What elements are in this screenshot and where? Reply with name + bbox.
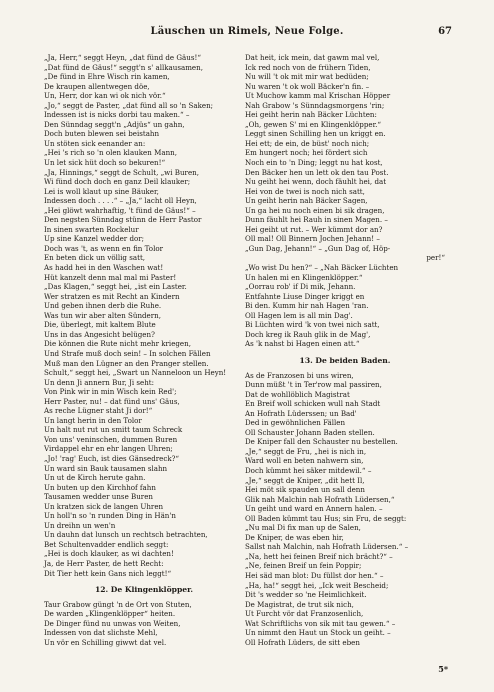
text-line: Die können die Rute nicht mehr kriegen, bbox=[44, 339, 191, 349]
text-line: Dit Tier hett kein Gans nich leggt!“ bbox=[44, 568, 172, 578]
text-line: En beten dick un völlig satt, bbox=[44, 253, 146, 263]
text-line: Dit 's wedder so 'ne Heimlichkeit. bbox=[245, 590, 367, 600]
text-line: Dunn fäuhlt hei Rauh in sinen Magen. – bbox=[245, 215, 388, 225]
text-line: Un vör en Schilling giwwt dat vel. bbox=[44, 637, 167, 647]
text-line: Oll Schauster Johann Baden stellen. bbox=[245, 427, 375, 437]
text-line: Un nimmt den Haut un Stock un geiht. – bbox=[245, 628, 391, 638]
text-line: Indessen doch . . . .“ – „Ja,“ lacht oll Heyn, bbox=[44, 196, 197, 206]
text-line: „Dat fünd de Gäus!“ seggt'n s' allkausamen, bbox=[44, 62, 203, 72]
section-heading-13: 13. De beiden Baden. bbox=[299, 355, 391, 365]
text-line: Un stöten sick eenander an: bbox=[44, 138, 146, 148]
text-line: „Wo wist Du hen?“ – „Nah Bäcker Lüchten bbox=[245, 263, 399, 273]
text-line: Hei möt sik spauden un sall denn bbox=[245, 485, 365, 495]
text-line: Un langt herin in den Tolor bbox=[44, 415, 142, 425]
text-line: Un let sick hüt doch so bekuren!“ bbox=[44, 158, 166, 168]
text-line: De warden „Klingenklöpper“ heiten. bbox=[44, 609, 176, 619]
section-heading-12: 12. De Klingenklöpper. bbox=[94, 585, 194, 595]
text-line: Was tun wir aber alten Sündern, bbox=[44, 310, 161, 320]
text-line: Ut Furcht vör dat Franzosenlich, bbox=[245, 609, 364, 619]
text-line: De Magistrat, de trut sik nich, bbox=[245, 599, 354, 609]
text-line: Herr Paster, nu! – dat fünd uns' Gäus, bbox=[44, 396, 180, 406]
text-line: De kraupen allentwegen döe, bbox=[44, 81, 150, 91]
text-line: „Das Klagen,“ seggt hei, „ist ein Laster. bbox=[44, 282, 187, 292]
text-line: Un dauhn dat lunsch un rechtsch betrachten, bbox=[44, 530, 208, 540]
text-line: Nu will 't ok mit mir wat bedüden; bbox=[245, 72, 369, 82]
text-line: Ward woll en beten nahwern sin, bbox=[245, 456, 364, 466]
text-line: De Kniper fall den Schauster nu bestellen. bbox=[245, 437, 398, 447]
text-line: Dat de wohllöblich Magistrat bbox=[245, 389, 350, 399]
text-line: Nu geiht hei wenn, doch fäuhlt hei, dat bbox=[245, 177, 387, 187]
left-column bbox=[44, 53, 244, 647]
text-line: Lei is woll klaut up sine Bäuker, bbox=[44, 186, 159, 196]
text-line: Hei ett; de ein, de büst' noch nich; bbox=[245, 138, 370, 148]
text-line: „Hei glöwt wahrhaftig, 't fünd de Gäus!“ – bbox=[44, 205, 196, 215]
column-divider bbox=[242, 53, 243, 653]
text-line: „Hei 's rich so 'n olen klauken Mann, bbox=[44, 148, 177, 158]
text-line: Den Sünndag seggt'n „Adjüs“ un gahn, bbox=[44, 119, 185, 129]
text-line: Doch kümmt hei säker mitdewil.“ – bbox=[245, 465, 372, 475]
text-line: „Ha, ha!“ seggt hei, „Ick weit Bescheid; bbox=[245, 580, 389, 590]
text-line: „Oorrau rob' if Di mik, Jehann. bbox=[245, 282, 356, 292]
text-line: „Je,“ seggt de Fru, „hei is nich in, bbox=[245, 446, 367, 456]
text-line: „Ne, feinen Breif un fein Poppir; bbox=[245, 561, 362, 571]
text-line: Ick red noch von de frühern Tiden, bbox=[245, 62, 371, 72]
text-line: „Na, hett hei feinen Breif nich brächt?“ – bbox=[245, 551, 393, 561]
text-line: „Ja, Hinnings,“ seggt de Schult, „wi Buren, bbox=[44, 167, 199, 177]
text-line: Un dreihn un wen'n bbox=[44, 520, 116, 530]
text-line: Un geiht und ward en Annern halen. – bbox=[245, 504, 383, 514]
text-line: Oll Baden kümmt tau Hus; sin Fru, de seggt: bbox=[245, 513, 407, 523]
text-line: „Je,“ seggt de Kniper, „dit hett Il, bbox=[245, 475, 365, 485]
text-line: Oll mal! Oll Binnern Jochen Jehann! – bbox=[245, 234, 380, 244]
text-line: Von uns' veninschen, dummen Buren bbox=[44, 434, 178, 444]
text-line: Oll Hofrath Lüders, de sitt eben bbox=[245, 637, 360, 647]
text-line: Indessen von dat slichste Mehl, bbox=[44, 628, 158, 638]
text-line: Wat Schriftlichs von sik mit tau gewen.“ – bbox=[245, 618, 396, 628]
text-line: Un, Herr, dor kan wi ok nich vör.“ bbox=[44, 91, 166, 101]
text-line: Nu waren 't ok woll Bäcker'n fin. – bbox=[245, 81, 370, 91]
text-line: Virdappel ehr en ehr langen Uhren; bbox=[44, 444, 173, 454]
text-line: Nah Grabow 's Sünndagsmorgens 'rin; bbox=[245, 100, 385, 110]
text-line: Entfahnte Liuse Dinger kriggt en bbox=[245, 291, 365, 301]
text-line: Un ga hei nu noch einen bi sik dragen, bbox=[245, 205, 385, 215]
text-line: Em hungert noch; hei fördert sich bbox=[245, 148, 368, 158]
text-line: Muß man den Lügner an den Pranger stellen. bbox=[44, 358, 209, 368]
text-line: Den negsten Sünndag stünn de Herr Pastor bbox=[44, 215, 202, 225]
text-line: Noch ein to 'n Ding; leggt nu hat kost, bbox=[245, 158, 383, 168]
text-line: Glik nah Malchin nah Hofrath Lüdersen,“ bbox=[245, 494, 395, 504]
text-line: Uns in das Angesicht belügen? bbox=[44, 329, 155, 339]
text-line: Un kratzen sick de langen Uhren bbox=[44, 501, 164, 511]
text-line: Tausamen wedder unse Buren bbox=[44, 492, 153, 502]
text-line: Bi Lüchten wird 'k von twei nich satt, bbox=[245, 320, 380, 330]
text-line: Doch buten blewen sei beistahn bbox=[44, 129, 160, 139]
text-line: Wi fünd doch doch en ganz Deil klauker; bbox=[44, 177, 191, 187]
text-line: Ut Muchow kamm mal Krischan Höpper bbox=[245, 91, 391, 101]
text-line: Die, überlegt, mit kaltem Blute bbox=[44, 320, 156, 330]
text-line: As 'k nahst bi Hagen einen att.“ bbox=[245, 339, 360, 349]
text-line: Sallst nah Malchin, nah Hofrath Lüdersen.“ – bbox=[245, 542, 409, 552]
text-line: „De fünd in Ehre Wisch rin kamen, bbox=[44, 72, 170, 82]
text-line: Un denn Ji annern Bur, Ji seht: bbox=[44, 377, 154, 387]
text-line: Un holl'n so 'n runden Ding in Hän'n bbox=[44, 511, 176, 521]
text-line: „Jo,“ seggt de Paster, „dat fünd all so 'n Saken; bbox=[44, 100, 214, 110]
text-line: Un ward sin Bauk tausamen slahn bbox=[44, 463, 168, 473]
text-line: Hei von de twei is noch nich satt, bbox=[245, 186, 365, 196]
right-column-text-after-heading bbox=[245, 371, 445, 648]
text-line: Up sine Kanzel wedder dor; bbox=[44, 234, 145, 244]
text-line: Hüt kanzelt denn mal mal mi Paster! bbox=[44, 272, 177, 282]
text-line: Ja, de Herr Paster, de hett Recht: bbox=[44, 558, 164, 568]
text-line: Bi den. Kumm hir nah Hagen 'ran. bbox=[245, 301, 369, 311]
text-line: „Nu mal Di fix man up de Salen, bbox=[245, 523, 361, 533]
text-line: Dat heit, ick mein, dat gawm mal vel, bbox=[245, 53, 380, 62]
text-line: De Dinger fünd nu unwas von Weiten, bbox=[44, 618, 181, 628]
text-line: Bet Schultenvadder endlich seggt: bbox=[44, 539, 169, 549]
text-line: „Gun Dag, Jehann!“ – „Gun Dag of, Höp- bbox=[245, 243, 391, 253]
text-line: Und geben ihnen derb die Ruhe. bbox=[44, 301, 162, 311]
text-line: Un geiht herin nah Bäcker Sagen, bbox=[245, 196, 368, 206]
text-line: Hei geiht herin nah Bäcker Lüchten: bbox=[245, 110, 377, 120]
right-column-text bbox=[245, 53, 445, 349]
text-line: Un buten up den Kirchhof fahn bbox=[44, 482, 156, 492]
text-line: Hei säd man blot: Du füllst dor hen.“ – bbox=[245, 570, 384, 580]
text-line: „Ja, Herr,“ seggt Heyn, „dat fünd de Gäus!“ bbox=[44, 53, 201, 62]
text-line: Leggt sinen Schilling hen un kriggt en. bbox=[245, 129, 386, 139]
left-column-text-after-heading bbox=[44, 600, 244, 648]
text-line: Hei geiht ut rut. – Wer kümmt dor an? bbox=[245, 224, 383, 234]
text-line: Un halt nut rut un smitt taum Schreck bbox=[44, 425, 183, 435]
text-line: In sinen swarten Rockelur bbox=[44, 224, 139, 234]
text-line: Doch was 't, as wenn en fin Tolor bbox=[44, 243, 164, 253]
text-line: „Oh, gewen S' mi en Klingenklöpper.“ bbox=[245, 119, 382, 129]
text-line: As reche Lügner staht Ji dor!“ bbox=[44, 406, 153, 416]
right-column bbox=[245, 53, 445, 647]
text-line: Schult,“ seggt hei, „Swart un Nanneloon un Heyn! bbox=[44, 368, 227, 378]
text-line: „Hei is doch klauker, as wi dachten! bbox=[44, 549, 174, 559]
text-line: per!“ bbox=[426, 253, 445, 263]
page-number: 67 bbox=[438, 26, 452, 37]
text-line: Doch kreg ik Rauh glik in de Mag', bbox=[245, 329, 371, 339]
text-line: De Kniper, de was eben hir, bbox=[245, 532, 344, 542]
text-line: An Hofrath Lüderssen; un Bad' bbox=[245, 408, 357, 418]
text-line: Oll Hagen lem is all min Dag'. bbox=[245, 310, 353, 320]
page-header bbox=[0, 26, 494, 40]
text-line: Dunn müßt 't in Ter'row mal passiren, bbox=[245, 380, 382, 390]
text-line: Und Strafe muß doch sein! – In solchen Fällen bbox=[44, 348, 211, 358]
left-column-text bbox=[44, 53, 244, 578]
signature-mark: 5* bbox=[438, 664, 448, 674]
text-line: Wer stratzen es mit Recht an Kindern bbox=[44, 291, 180, 301]
running-title: Läuschen un Rimels, Neue Folge. bbox=[150, 26, 344, 37]
text-line: Taur Grabow güngt 'n de Ort von Stuten, bbox=[44, 599, 192, 609]
text-line: Indessen ist is nicks dorbi tau maken.“ – bbox=[44, 110, 190, 120]
text-line: As hadd hei in den Waschen wat! bbox=[44, 263, 164, 273]
text-line: Un halen mi en Klingenklöpper.“ bbox=[245, 272, 363, 282]
text-line: En Breif woll schicken wull nah Stadt bbox=[245, 399, 381, 409]
text-line: As de Franzosen bi uns wiren, bbox=[245, 370, 354, 380]
text-line: Den Bäcker hen un lett ok den tau Post. bbox=[245, 167, 389, 177]
text-line: Un ut de Kirch herute gahn. bbox=[44, 473, 146, 483]
text-line: Ded in gewöhnlichen Fällen bbox=[245, 418, 346, 428]
text-line: „Jo! 'rag' Euch, ist dies Gänsedreck?“ bbox=[44, 453, 180, 463]
text-line: Von Pink wir in min Wisch kein Red'; bbox=[44, 387, 177, 397]
